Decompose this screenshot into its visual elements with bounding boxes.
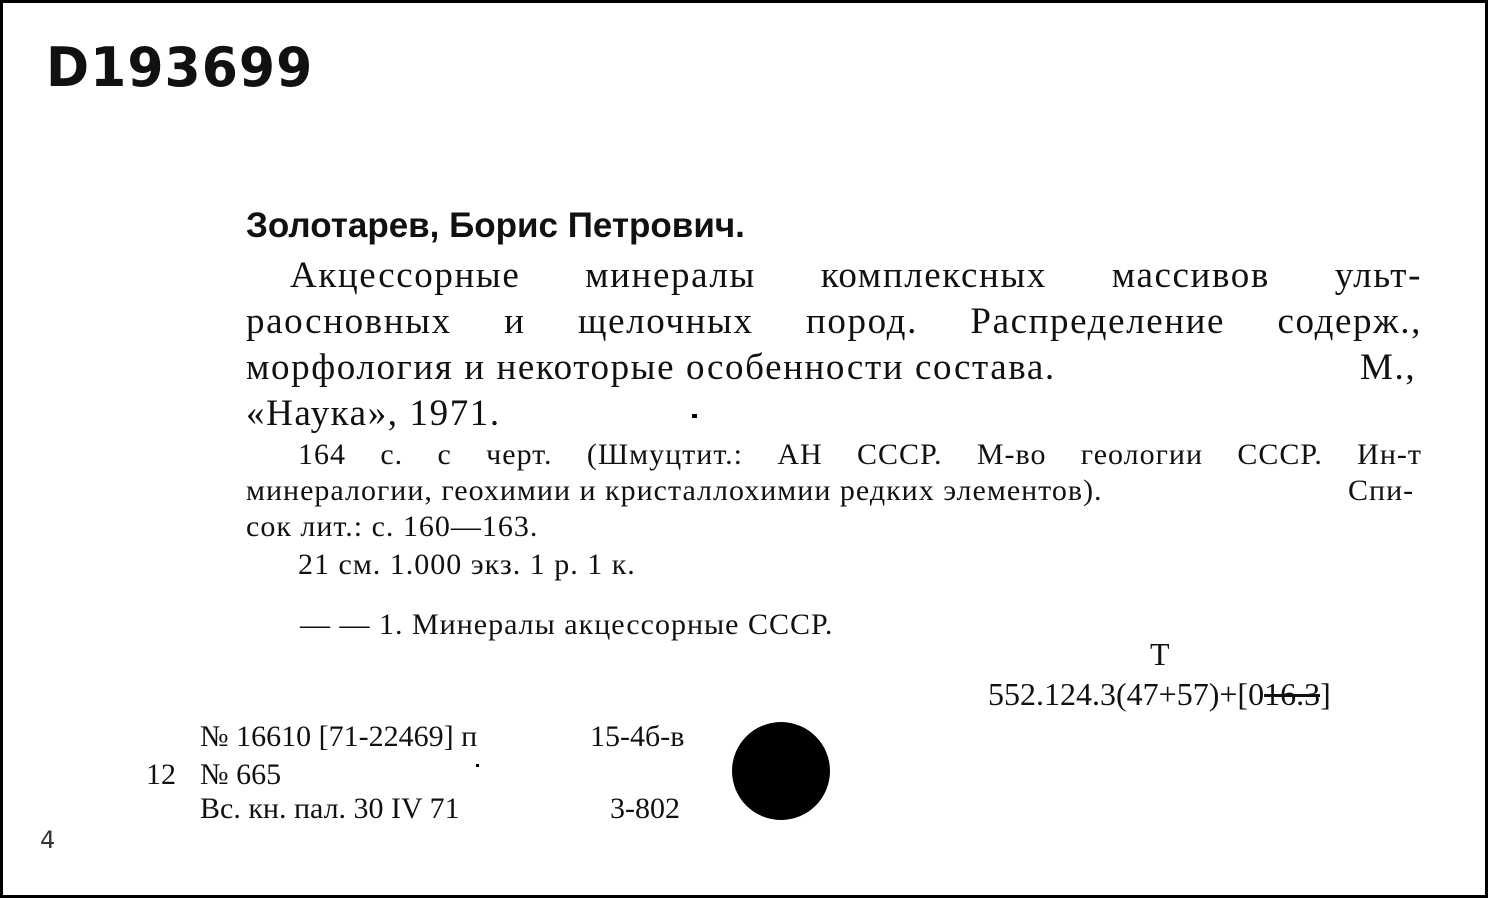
record-prefix: 12 [146,758,176,791]
classification-main: 552.124.3(47+57)+[0 [988,676,1265,712]
speck-dot [692,414,697,418]
physical-description: 21 см. 1.000 экз. 1 р. 1 к. [298,548,636,581]
speck-dot-2 [476,764,479,767]
record-code: 15-4б-в [590,720,685,753]
handwritten-number: D193699 [46,36,314,100]
chamber-code: 3-802 [610,792,680,825]
subject-heading: — — 1. Минералы акцессорные СССР. [300,608,834,641]
title-line-2: раоснoвных и щелочных пород. Распределение содерж., [246,301,1422,342]
punch-hole [732,722,830,820]
publication-place: М., [1360,347,1417,388]
classification-end: ] [1320,676,1331,712]
record-number: № 16610 [71-22469] п [200,720,478,753]
notes-line-1: 164 с. с черт. (Шмуцтит.: АН СССР. М-во геологии СССР. Ин-т [298,438,1422,471]
title-line-4: «Наука», 1971. [246,393,501,434]
notes-hyphen-word: Спи- [1348,474,1415,507]
corner-mark: 4 [40,826,56,854]
title-line-1: Акцессорные минералы комплексных массивов ульт- [290,255,1422,296]
classification-struck: 16.3 [1264,676,1321,712]
author-name: Золотарев, Борис Петрович. [246,206,745,245]
classification-mark: Т [1150,636,1170,672]
notes-line-3: сок лит.: с. 160—163. [246,510,539,543]
classification-index [988,676,1331,713]
record-number-2: № 665 [200,758,282,791]
title-line-3: морфология и некоторые особенности состава. [246,347,1056,388]
chamber-line: Вс. кн. пал. 30 IV 71 [200,792,460,825]
notes-line-2: минералогии, геохимии и кристаллохимии редких элементов). [246,474,1103,507]
